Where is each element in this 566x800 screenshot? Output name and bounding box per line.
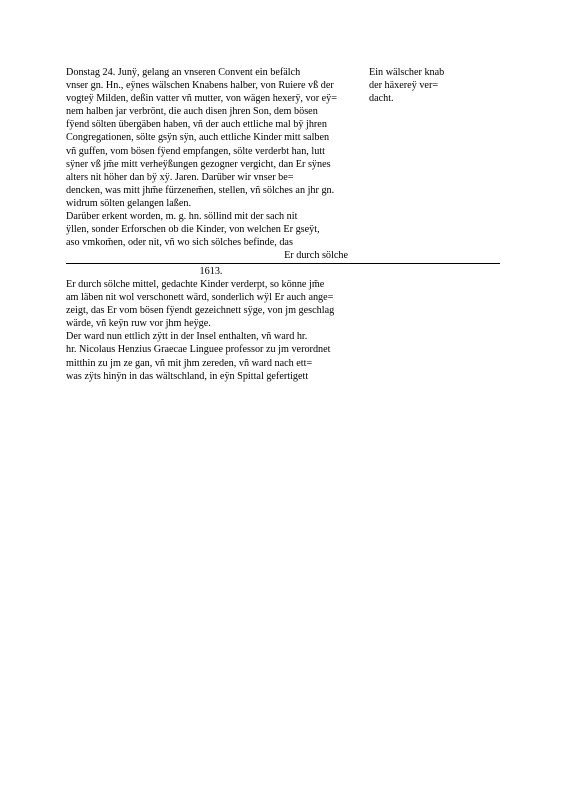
text-line: vñ guffen, vom bösen fÿend empfangen, sölte verderbt han, lutt	[66, 145, 325, 157]
text-line: widrum sölten gelangen laßen.	[66, 197, 192, 209]
catchword: Er durch sölche	[284, 250, 348, 262]
text-line: vnser gn. Hn., eÿnes wälschen Knabens halber, von Ruiere vß der	[66, 80, 334, 92]
text-line: Congregationen, sölte gsÿn sÿn, auch ettliche Kinder mitt salben	[66, 132, 330, 144]
continuation-text-block	[66, 278, 366, 383]
text-line: alters nit höher dan bÿ xÿ. Jaren. Darüber wir vnser be=	[66, 171, 294, 183]
text-line: Darüber erkent worden, m. g. hn. söllind mit der sach nit	[66, 211, 298, 223]
year-heading: 1613.	[199, 266, 223, 277]
text-line: hr. Nicolaus Henzius Graecae Linguee professor zu jm verordnet	[66, 344, 331, 356]
text-line: fÿend sölten übergäben haben, vñ der auch ettliche mal bÿ jhren	[66, 119, 327, 131]
text-line: vogteÿ Milden, deßin vatter vñ mutter, von wägen hexerÿ, vor eÿ=	[66, 93, 337, 105]
margin-note-line: Ein wälscher knab	[369, 67, 445, 78]
text-line: sÿner vß jm̃e mitt verheÿßungen gezogner vergicht, dan Er sÿnes	[66, 158, 331, 170]
text-line: was zÿts hinÿn in das wältschland, in eÿn Spittal gefertigett	[66, 370, 309, 382]
text-line: wärde, vñ keÿn ruw vor jhm heÿge.	[66, 318, 211, 330]
margin-note	[369, 66, 489, 105]
text-line: Er durch sölche mittel, gedachte Kinder verderpt, so könne jm̃e	[66, 279, 325, 290]
page-divider-rule	[66, 263, 500, 264]
text-line: Der ward nun ettlich zÿtt in der Insel enthalten, vñ ward hr.	[66, 331, 308, 343]
text-line: nem halben jar verbrönt, die auch disen jhren Son, dem bösen	[66, 106, 318, 118]
text-line: dencken, was mitt jhm̃e fürzenem̃en, stellen, vñ sölches an jhr gn.	[66, 184, 335, 196]
text-line: ÿllen, sonder Erforschen ob die Kinder, von welchen Er gseÿt,	[66, 224, 320, 236]
margin-note-line: der häxereÿ ver=	[369, 80, 439, 92]
text-line: mitthin zu jm ze gan, vñ mit jhm zereden, vñ ward nach ett=	[66, 357, 313, 369]
text-line: aso vmkom̃en, oder nit, vñ wo sich sölches befinde, das	[66, 237, 293, 249]
margin-note-line: dacht.	[369, 93, 394, 105]
text-line: am läben nit wol verschonett wärd, sonderlich wÿl Er auch ange=	[66, 292, 334, 304]
text-line: zeigt, das Er vom bösen fÿendt gezeichnett sÿge, von jm geschlag	[66, 305, 335, 317]
text-line: Donstag 24. Junÿ, gelang an vnseren Convent ein befälch	[66, 67, 301, 78]
main-text-block	[66, 66, 356, 262]
